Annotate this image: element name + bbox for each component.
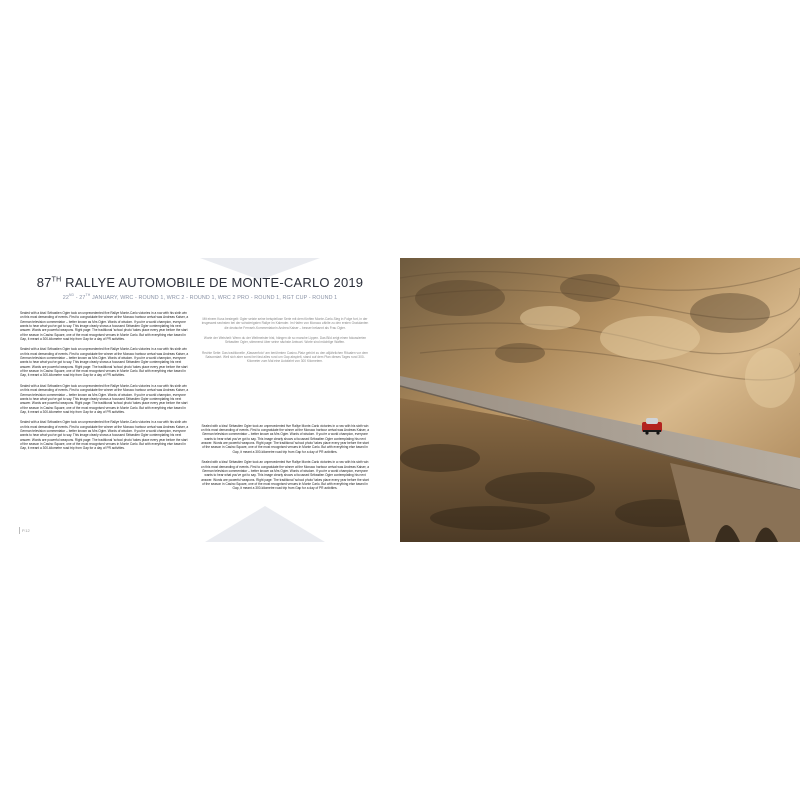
rally-photo [400,258,800,542]
german-paragraph: Worte der Weisheit: Wenn du der Weltmeister bist, hängen dir so manche Lippen. Das Bild zeigt einen fokussierten Sébastien Ogier, stimmend über seine nächste Antwort. Worte sind mächtige Waffen. [203,336,367,345]
body-paragraph: Sealed with a kiss! Sébastien Ogier took an unprecedented five Rallye Monte-Carlo victories in a row with his sixth win on this most demanding of events. First to congratulate the winner at the Monaco harbour arrival was Andreas Kaiser, a German television commentator – better known as Mrs Ogier. Words of wisdom. If you're a world champion, everyone wants to hear what you've got to say. This image clearly shows a focussed Sébastien Ogier contemplating his next answer. Words are powerful weapons. Right page: The traditional 'school photo' takes place every year before the start of the season in Casino Square, one of the most recognised venues in Monte Carlo. But with everything else based in Gap, it meant a 300-kilometre road trip from Gap for a day of PR activities. [20,383,189,414]
page-subtitle [0,293,400,301]
body-paragraph: Sealed with a kiss! Sébastien Ogier took an unprecedented five Rallye Monte-Carlo victories in a row with his sixth win on this most demanding of events. First to congratulate the winner at the Monaco harbour arrival was Andreas Kaiser, a German television commentator – better known as Mrs Ogier. Words of wisdom. If you're a world champion, everyone wants to hear what you've got to say. This image clearly shows a focussed Sébastien Ogier contemplating his next answer. Words are powerful weapons. Right page: The traditional 'school photo' takes place every year before the start of the season in Casino Square, one of the most recognised venues in Monte Carlo. But with everything else based in Gap, it meant a 300-kilometre road trip from Gap for a day of PR activities. [200,460,370,491]
body-paragraph: Sealed with a kiss! Sébastien Ogier took an unprecedented five Rallye Monte-Carlo victories in a row with his sixth win on this most demanding of events. First to congratulate the winner at the Monaco harbour arrival was Andreas Kaiser, a German television commentator – better known as Mrs Ogier. Words of wisdom. If you're a world champion, everyone wants to hear what you've got to say. This image clearly shows a focussed Sébastien Ogier contemplating his next answer. Words are powerful weapons. Right page: The traditional 'school photo' takes place every year before the start of the season in Casino Square, one of the most recognised venues in Monte Carlo. But with everything else based in Gap, it meant a 300-kilometre road trip from Gap for a day of PR activities. [20,311,189,342]
body-paragraph: Sealed with a kiss! Sébastien Ogier took an unprecedented five Rallye Monte-Carlo victories in a row with his sixth win on this most demanding of events. First to congratulate the winner at the Monaco harbour arrival was Andreas Kaiser, a German television commentator – better known as Mrs Ogier. Words of wisdom. If you're a world champion, everyone wants to hear what you've got to say. This image clearly shows a focussed Sébastien Ogier contemplating his next answer. Words are powerful weapons. Right page: The traditional 'school photo' takes place every year before the start of the season in Casino Square, one of the most recognised venues in Monte Carlo. But with everything else based in Gap, it meant a 300-kilometre road trip from Gap for a day of PR activities. [200,423,370,454]
page-title [0,275,400,290]
title-ordinal: TH [51,276,62,284]
rally-photo-illustration [400,258,800,542]
subtitle-rounds: JANUARY, WRC - ROUND 1, WRC 2 - ROUND 1, WRC 2 PRO - ROUND 1, RGT CUP - ROUND 1 [90,294,338,301]
body-paragraph: Sealed with a kiss! Sébastien Ogier took an unprecedented five Rallye Monte-Carlo victories in a row with his sixth win on this most demanding of events. First to congratulate the winner at the Monaco harbour arrival was Andreas Kaiser, a German television commentator – better known as Mrs Ogier. Words of wisdom. If you're a world champion, everyone wants to hear what you've got to say. This image clearly shows a focussed Sébastien Ogier contemplating his next answer. Words are powerful weapons. Right page: The traditional 'school photo' takes place every year before the start of the season in Casino Square, one of the most recognised venues in Monte Carlo. But with everything else based in Gap, it meant a 300-kilometre road trip from Gap for a day of PR activities. [20,420,189,451]
left-page [0,258,400,542]
decorative-triangle-bottom [205,506,325,542]
left-text-column [20,311,190,457]
subtitle-ordinal-2: TH [85,293,91,297]
book-spread [0,258,800,542]
title-number: 87 [36,275,52,290]
subtitle-ordinal-1: ND [68,293,75,297]
right-text-column [200,317,370,497]
german-paragraph: Mit einem Kuss besiegelt: Ogier setzte seine beispiellose Serie mit dem fünften Monte-Carlo-Sieg in Folge fort, in der insgesamt sechsten bei der schwierigsten Rallye im Kalender. Im Hafen von Monaco zählte zu den ersten Gratulanten die deutsche Fernseh-Kommentatorin Andrea Kaiser – besser bekannt als Frau Ogier. [201,317,369,330]
subtitle-end-day: - 27 [74,294,86,301]
body-paragraph: Sealed with a kiss! Sébastien Ogier took an unprecedented five Rallye Monte-Carlo victories in a row with his sixth win on this most demanding of events. First to congratulate the winner at the Monaco harbour arrival was Andreas Kaiser, a German television commentator – better known as Mrs Ogier. Words of wisdom. If you're a world champion, everyone wants to hear what you've got to say. This image clearly shows a focussed Sébastien Ogier contemplating his next answer. Words are powerful weapons. Right page: The traditional 'school photo' takes place every year before the start of the season in Casino Square, one of the most recognised venues in Monte Carlo. But with everything else based in Gap, it meant a 300-kilometre road trip from Gap for a day of PR activities. [20,347,189,378]
page-number: P.12 [22,528,30,533]
german-paragraph: Rechte Seite: Das traditionelle „Klassenfoto“ am berühmten Casino-Platz gehört zu den alljährlichen Ritualen vor dem Saisonstart. Weil sich aber sonst bei fast alles rund um Gap abspielt, stand auf dem Plan dieses Tages rund 300-Kilometer zum Mal eine Autofahrt von 300 Kilometern. [201,350,368,364]
subtitle-start-day: 22 [62,294,69,301]
title-text: RALLYE AUTOMOBILE DE MONTE-CARLO 2019 [61,275,364,290]
